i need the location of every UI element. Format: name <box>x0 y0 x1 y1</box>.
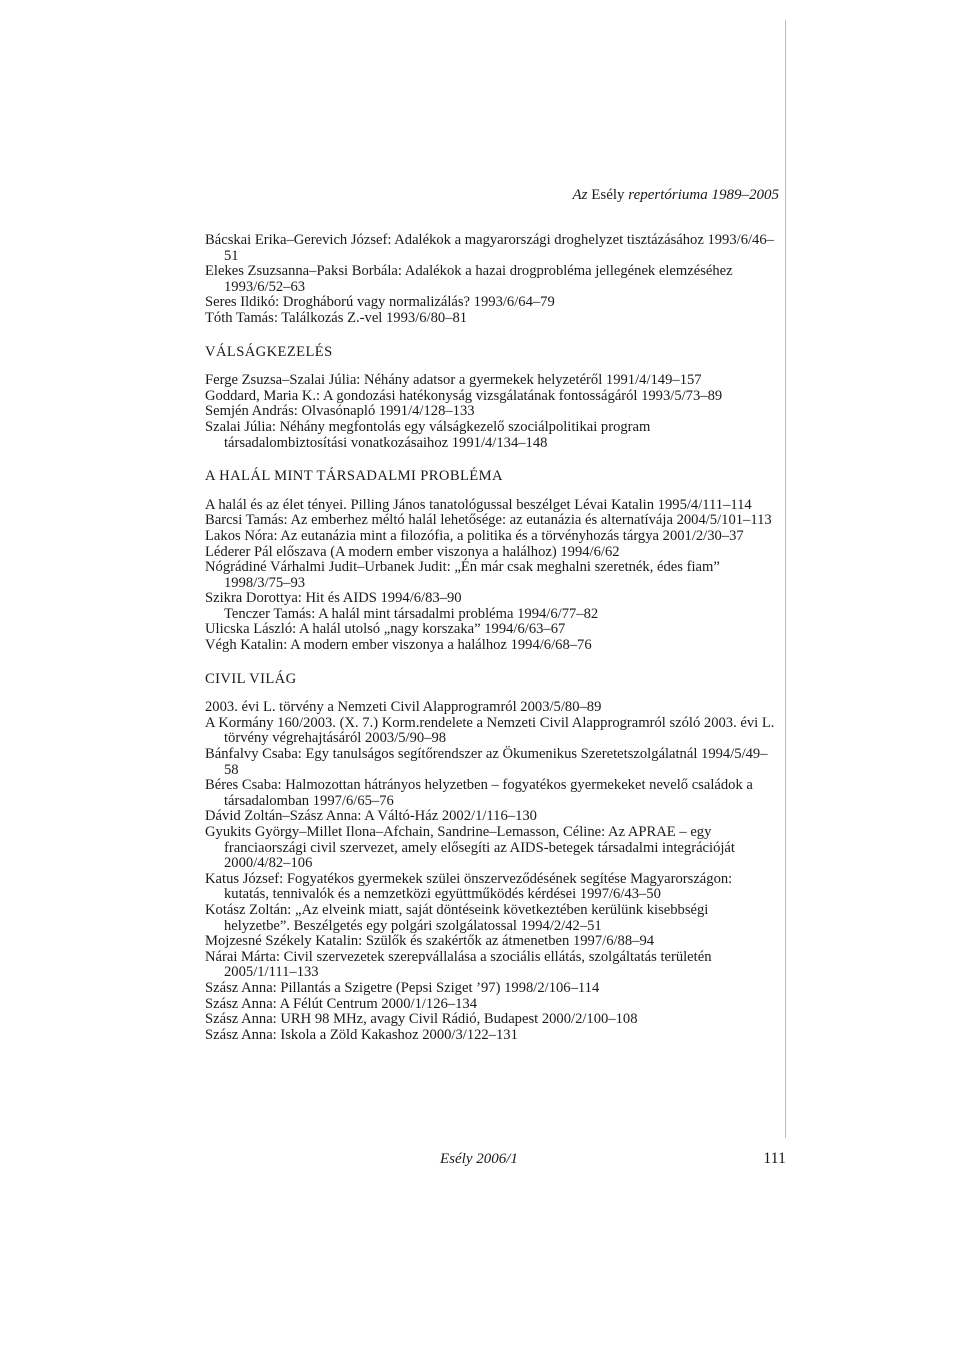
bibliography-entry: Kotász Zoltán: „Az elveink miatt, saját döntéseink következtében kerülünk kisebbségi helyzetbe”. Beszélgetés egy polgári szolgálatossal 1994/2/42–51 <box>205 901 709 934</box>
bibliography-entry: Szalai Júlia: Néhány megfontolás egy válságkezelő szociálpolitikai program társadalombiztosítási vonatkozásaihoz 1991/4/134–148 <box>205 418 651 451</box>
header-journal-name: Esély <box>591 187 625 203</box>
bibliography-entry: Tenczer Tamás: A halál mint társadalmi probléma 1994/6/77–82 <box>224 605 599 622</box>
header-prefix: Az <box>572 187 588 203</box>
bibliography-entry: A halál és az élet tényei. Pilling János tanatológussal beszélget Lévai Katalin 1995/4/111–114 <box>205 496 752 513</box>
bibliography-entry: Szász Anna: URH 98 MHz, avagy Civil Rádió, Budapest 2000/2/100–108 <box>205 1011 638 1028</box>
vertical-margin-rule <box>785 20 786 1138</box>
header-suffix: repertóriuma 1989–2005 <box>628 187 779 203</box>
bibliography-entry: 2003. évi L. törvény a Nemzeti Civil Alapprogramról 2003/5/80–89 <box>205 699 602 716</box>
bibliography-entry: Lakos Nóra: Az eutanázia mint a filozófia, a politika és a törvényhozás tárgya 2001/2/30–37 <box>205 527 744 544</box>
section-title: CIVIL VILÁG <box>205 670 297 687</box>
bibliography-entry: Tóth Tamás: Találkozás Z.-vel 1993/6/80–81 <box>205 309 468 326</box>
bibliography-entry: Béres Csaba: Halmozottan hátrányos helyzetben – fogyatékos gyermekeket nevelő családok a társadalomban 1997/6/65–76 <box>205 777 753 809</box>
bibliography-section <box>205 469 775 654</box>
footer-journal-issue: Esély 2006/1 <box>440 1151 518 1167</box>
bibliography-entry: Szász Anna: Iskola a Zöld Kakashoz 2000/3/122–131 <box>205 1026 518 1043</box>
running-header <box>572 187 779 204</box>
page-number: 111 <box>763 1150 786 1167</box>
bibliography-entry: Bácskai Erika–Gerevich József: Adalékok a magyarországi droghelyzet tisztázásához 1993/6/46–51 <box>205 232 774 264</box>
bibliography-entry: Bánfalvy Csaba: Egy tanulságos segítőrendszer az Ökumenikus Szeretetszolgálatnál 1994/5/49–58 <box>205 746 768 778</box>
bibliography-entry: Katus József: Fogyatékos gyermekek szülei önszerveződésének segítése Magyarországon: kutatás, tennivalók és a nemzetközi együttműködés kérdései 1997/6/43–50 <box>205 870 733 903</box>
bibliography-entry: Seres Ildikó: Drogháború vagy normalizálás? 1993/6/64–79 <box>205 294 555 311</box>
bibliography-entry: Szikra Dorottya: Hit és AIDS 1994/6/83–90 <box>205 590 462 607</box>
bibliography-entry: Nógrádiné Várhalmi Judit–Urbanek Judit: „Én már csak meghalni szeretnék, édes fiam” 1998/3/75–93 <box>205 559 720 591</box>
bibliography-entry: Ulicska László: A halál utolsó „nagy korszaka” 1994/6/63–67 <box>205 621 566 638</box>
bibliography-entry: Barcsi Tamás: Az emberhez méltó halál lehetősége: az eutanázia és alternatívája 2004/5/101–113 <box>205 512 772 529</box>
bibliography-entry: Ferge Zsuzsa–Szalai Júlia: Néhány adatsor a gyermekek helyzetéről 1991/4/149–157 <box>205 372 702 389</box>
bibliography-section <box>205 233 775 327</box>
bibliography-entry: Goddard, Maria K.: A gondozási hatékonyság vizsgálatának fontosságáról 1993/5/73–89 <box>205 387 723 404</box>
bibliography-entry: Szász Anna: Pillantás a Szigetre (Pepsi Sziget ’97) 1998/2/106–114 <box>205 979 600 996</box>
bibliography-entry: A Kormány 160/2003. (X. 7.) Korm.rendelete a Nemzeti Civil Alapprogramról szóló 2003. évi L. törvény végrehajtásáról 2003/5/90–98 <box>205 714 775 747</box>
section-title: A HALÁL MINT TÁRSADALMI PROBLÉMA <box>205 468 503 485</box>
bibliography-section <box>205 345 775 452</box>
bibliography-entry: Semjén András: Olvasónapló 1991/4/128–133 <box>205 403 475 420</box>
bibliography-entry: Gyukits György–Millet Ilona–Afchain, Sandrine–Lemasson, Céline: Az APRAE – egy franciaországi civil szervezet, amely elősegíti az AIDS-betegek társadalmi integrációját 2000/4/82–106 <box>205 824 735 872</box>
bibliography-entry: Léderer Pál előszava (A modern ember viszonya a halálhoz) 1994/6/62 <box>205 543 620 560</box>
bibliography-section <box>205 672 775 1044</box>
bibliography-content <box>205 233 775 1043</box>
bibliography-entry: Elekes Zsuzsanna–Paksi Borbála: Adalékok a hazai drogprobléma jellegének elemzéséhez 1993/6/52–63 <box>205 263 733 295</box>
bibliography-entry: Nárai Márta: Civil szervezetek szerepvállalása a szociális ellátás, szolgáltatás területén 2005/1/111–133 <box>205 948 712 981</box>
bibliography-entry: Mojzesné Székely Katalin: Szülők és szakértők az átmenetben 1997/6/88–94 <box>205 933 655 950</box>
section-title: VÁLSÁGKEZELÉS <box>205 343 333 360</box>
bibliography-entry: Végh Katalin: A modern ember viszonya a halálhoz 1994/6/68–76 <box>205 637 592 654</box>
bibliography-entry: Dávid Zoltán–Szász Anna: A Váltó-Ház 2002/1/116–130 <box>205 808 537 825</box>
bibliography-entry: Szász Anna: A Félút Centrum 2000/1/126–134 <box>205 995 477 1012</box>
